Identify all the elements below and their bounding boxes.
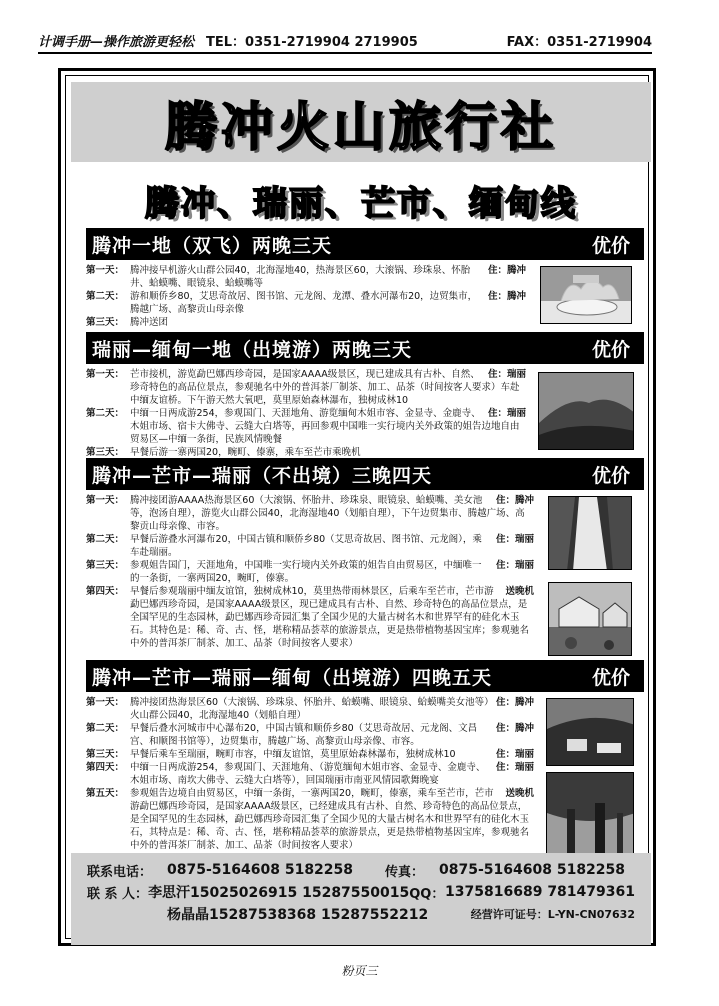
phone-value: 0875-5164608 5182258 — [167, 862, 354, 878]
contact-row-phone — [87, 859, 635, 881]
itinerary-day: 第四天： 送晚机 早餐后参观瑞丽中缅友谊馆，独树成林10，莫里热带雨林景区，后乘车至芒市，芒市游勐巴娜西珍奇园，是国家AAAA级景区，现已建成具有古朴、自然、珍奇特色的高品位景点，是全国罕见的生态园林，勐巴娜西珍奇园汇集了全国少见的大量古树名木和世界罕有的硅化木玉石。其特色是：稀、奇、古、怪，堪称精品荟萃的旅游景点，更是热带植物基因宝库；参观驰名中外的普洱茶厂制茶、加工、品茶（时间按客人要求） — [86, 586, 534, 649]
route-header — [86, 458, 644, 490]
agency-title: 腾冲火山旅行社 — [164, 96, 557, 158]
route-itinerary — [86, 260, 526, 329]
itinerary-day: 第一天： 住：腾冲 腾冲接早机游火山群公园40，北海湿地40，热海景区60，大滚锅、珍珠泉、怀胎井、蛤蟆嘴、眼镜泉、蛤蟆嘴等 — [86, 265, 526, 289]
itinerary-day: 第三天： 早餐后游一寨两国20，畹町、傣寨，乘车至芒市乘晚机 — [86, 447, 361, 458]
route-header — [86, 332, 644, 364]
route-price: 优价 — [591, 234, 630, 257]
temple-photo — [548, 582, 632, 656]
header-fax: FAX：0351-2719904 — [506, 35, 652, 50]
contact-row-person2 — [87, 903, 635, 925]
itinerary-day: 第二天： 住：腾冲 早餐后叠水河城市中心瀑布20，中国古镇和顺侨乡80（艾思奇故居、元龙阁、文昌宫、和顺图书馆等），边贸集市，腾越广场、高黎贡山母亲像、市容。 — [86, 723, 534, 747]
route-subtitle-band — [71, 170, 651, 230]
village-photo — [546, 698, 634, 766]
ad-frame — [58, 68, 656, 946]
route-itinerary — [86, 364, 526, 459]
person-label: 联 系 人： — [87, 886, 149, 902]
person2-value: 杨晶晶15287538368 15287552212 — [167, 907, 429, 923]
itinerary-day: 第三天： 住：瑞丽 早餐后乘车至瑞丽，畹町市容，中缅友谊馆，莫里原始森林瀑布，独树成林10 — [86, 749, 534, 760]
license-number: 经营许可证号：L-YN-CN07632 — [470, 908, 635, 921]
route-header — [86, 660, 644, 692]
header-tel: TEL：0351-2719904 2719905 — [206, 35, 418, 50]
itinerary-day: 第一天： 住：瑞丽 芒市接机，游览勐巴娜西珍奇园，是国家AAAA级景区，现已建成具有古朴、自然、珍奇特色的高品位景点，参观驰名中外的普洱茶厂制茶、加工、品茶（时间按客人要求）车赴中缅友谊桥。下午游天然大氧吧，莫里原始森林瀑布，独树成林10 — [86, 369, 526, 406]
itinerary-day: 第三天： 住：瑞丽 参观姐告国门，天涯地角，中国唯一实行境内关外政策的姐告自由贸易区，中缅唯一的一条街，一寨两国20，畹町，傣寨。 — [86, 560, 534, 584]
route-price: 优价 — [591, 464, 630, 487]
itinerary-day: 第二天： 住：瑞丽 中缅一日两成游254，参观国门、天涯地角、游览缅甸木姐市容、金显寺、金鹿寺、木姐市场、宿卡大佛寺、云缝大白塔等，再回参观中国唯一实行境内关外政策的姐告边地自由贸易区—中缅一条街，民族风情晚餐 — [86, 408, 526, 445]
agency-title-band — [71, 82, 651, 162]
itinerary-day: 第二天： 住：腾冲 游和顺侨乡80，艾思奇故居、图书馆、元龙阁、龙潭、叠水河瀑布20，边贸集市，腾越广场、高黎贡山母亲像 — [86, 291, 526, 315]
itinerary-day: 第四天： 住：瑞丽 中缅一日两成游254，参观国门、天涯地角、（游览缅甸木姐市容、金显寺、金鹿寺、木姐市场、南坎大佛寺、云缝大白塔等），回国瑞丽市南亚风情园歌舞晚宴 — [86, 762, 534, 786]
person1-value: 李思汗15025026915 15287550015 — [148, 885, 410, 901]
route-block-1 — [86, 228, 644, 329]
hot-spring-photo — [540, 266, 632, 324]
route-block-2 — [86, 332, 644, 459]
fax-label: 传真： — [385, 864, 425, 880]
itinerary-day: 第二天： 住：瑞丽 早餐后游叠水河瀑布20，中国古镇和顺侨乡80（艾思奇故居、图书馆、元龙阁），乘车赴瑞丽。 — [86, 534, 534, 558]
page-footer: 粉页三 — [341, 964, 378, 978]
route-block-4 — [86, 660, 644, 852]
route-price: 优价 — [591, 338, 630, 361]
route-price: 优价 — [591, 666, 630, 689]
route-name: 腾冲—芒市—瑞丽（不出境）三晚四天 — [92, 464, 433, 487]
route-name: 瑞丽—缅甸一地（出境游）两晚三天 — [92, 338, 413, 361]
route-name: 腾冲一地（双飞）两晚三天 — [92, 234, 333, 257]
slogan: 计调手册—操作旅游更轻松 — [38, 35, 195, 50]
qq-value: 1375816689 781479361 — [445, 884, 635, 900]
itinerary-day: 第一天： 住：腾冲 腾冲接团游AAAA热海景区60（大滚锅、怀胎井、珍珠泉、眼镜泉、蛤蟆嘴、美女池等，泡汤自理），游览火山群公园40，北海湿地40（划船自理），下午边贸集市、腾越广场、高黎贡山母亲像、市容。 — [86, 495, 534, 532]
route-block-3 — [86, 458, 644, 650]
itinerary-day: 第一天： 住：腾冲 腾冲接团热海景区60（大滚锅、珍珠泉、怀胎井、蛤蟆嘴、眼镜泉、蛤蟆嘴美女池等）火山群公园40，北海湿地40（划船自理） — [86, 697, 534, 721]
ad-inner-border — [65, 75, 649, 939]
route-itinerary — [86, 692, 534, 852]
route-subtitle: 腾冲、瑞丽、芒市、缅甸线 — [145, 183, 577, 224]
qq-label: QQ： — [409, 886, 445, 902]
itinerary-day: 第五天： 送晚机 参观姐告边境自由贸易区，中缅一条街，一寨两国20，畹町，傣寨，乘车至芒市，芒市游勐巴娜西珍奇园，是国家AAAA级景区，已经建成具有古朴、自然、珍奇特色的高品位景点，是全国罕见的生态园林，勐巴娜西珍奇园汇集了全国少见的大量古树名木和世界罕有的硅化木玉石，其特点是：稀、奇、古、怪，堪称精品荟萃的旅游景点，更是热带植物基因宝库，参观驰名中外的普洱茶厂制茶、加工、品茶（时间按客人要求） — [86, 788, 534, 851]
phone-label: 联系电话： — [87, 864, 153, 880]
route-itinerary — [86, 490, 534, 650]
fax-value: 0875-5164608 5182258 — [439, 862, 626, 878]
route-header — [86, 228, 644, 260]
contact-panel — [71, 853, 651, 945]
waterfall-photo — [548, 496, 632, 570]
mountain-photo — [538, 372, 634, 450]
contact-row-person — [87, 881, 635, 903]
route-name: 腾冲—芒市—瑞丽—缅甸（出境游）四晚五天 — [92, 666, 493, 689]
top-header-bar — [38, 32, 652, 54]
itinerary-day: 第三天： 腾冲送团 — [86, 317, 169, 328]
